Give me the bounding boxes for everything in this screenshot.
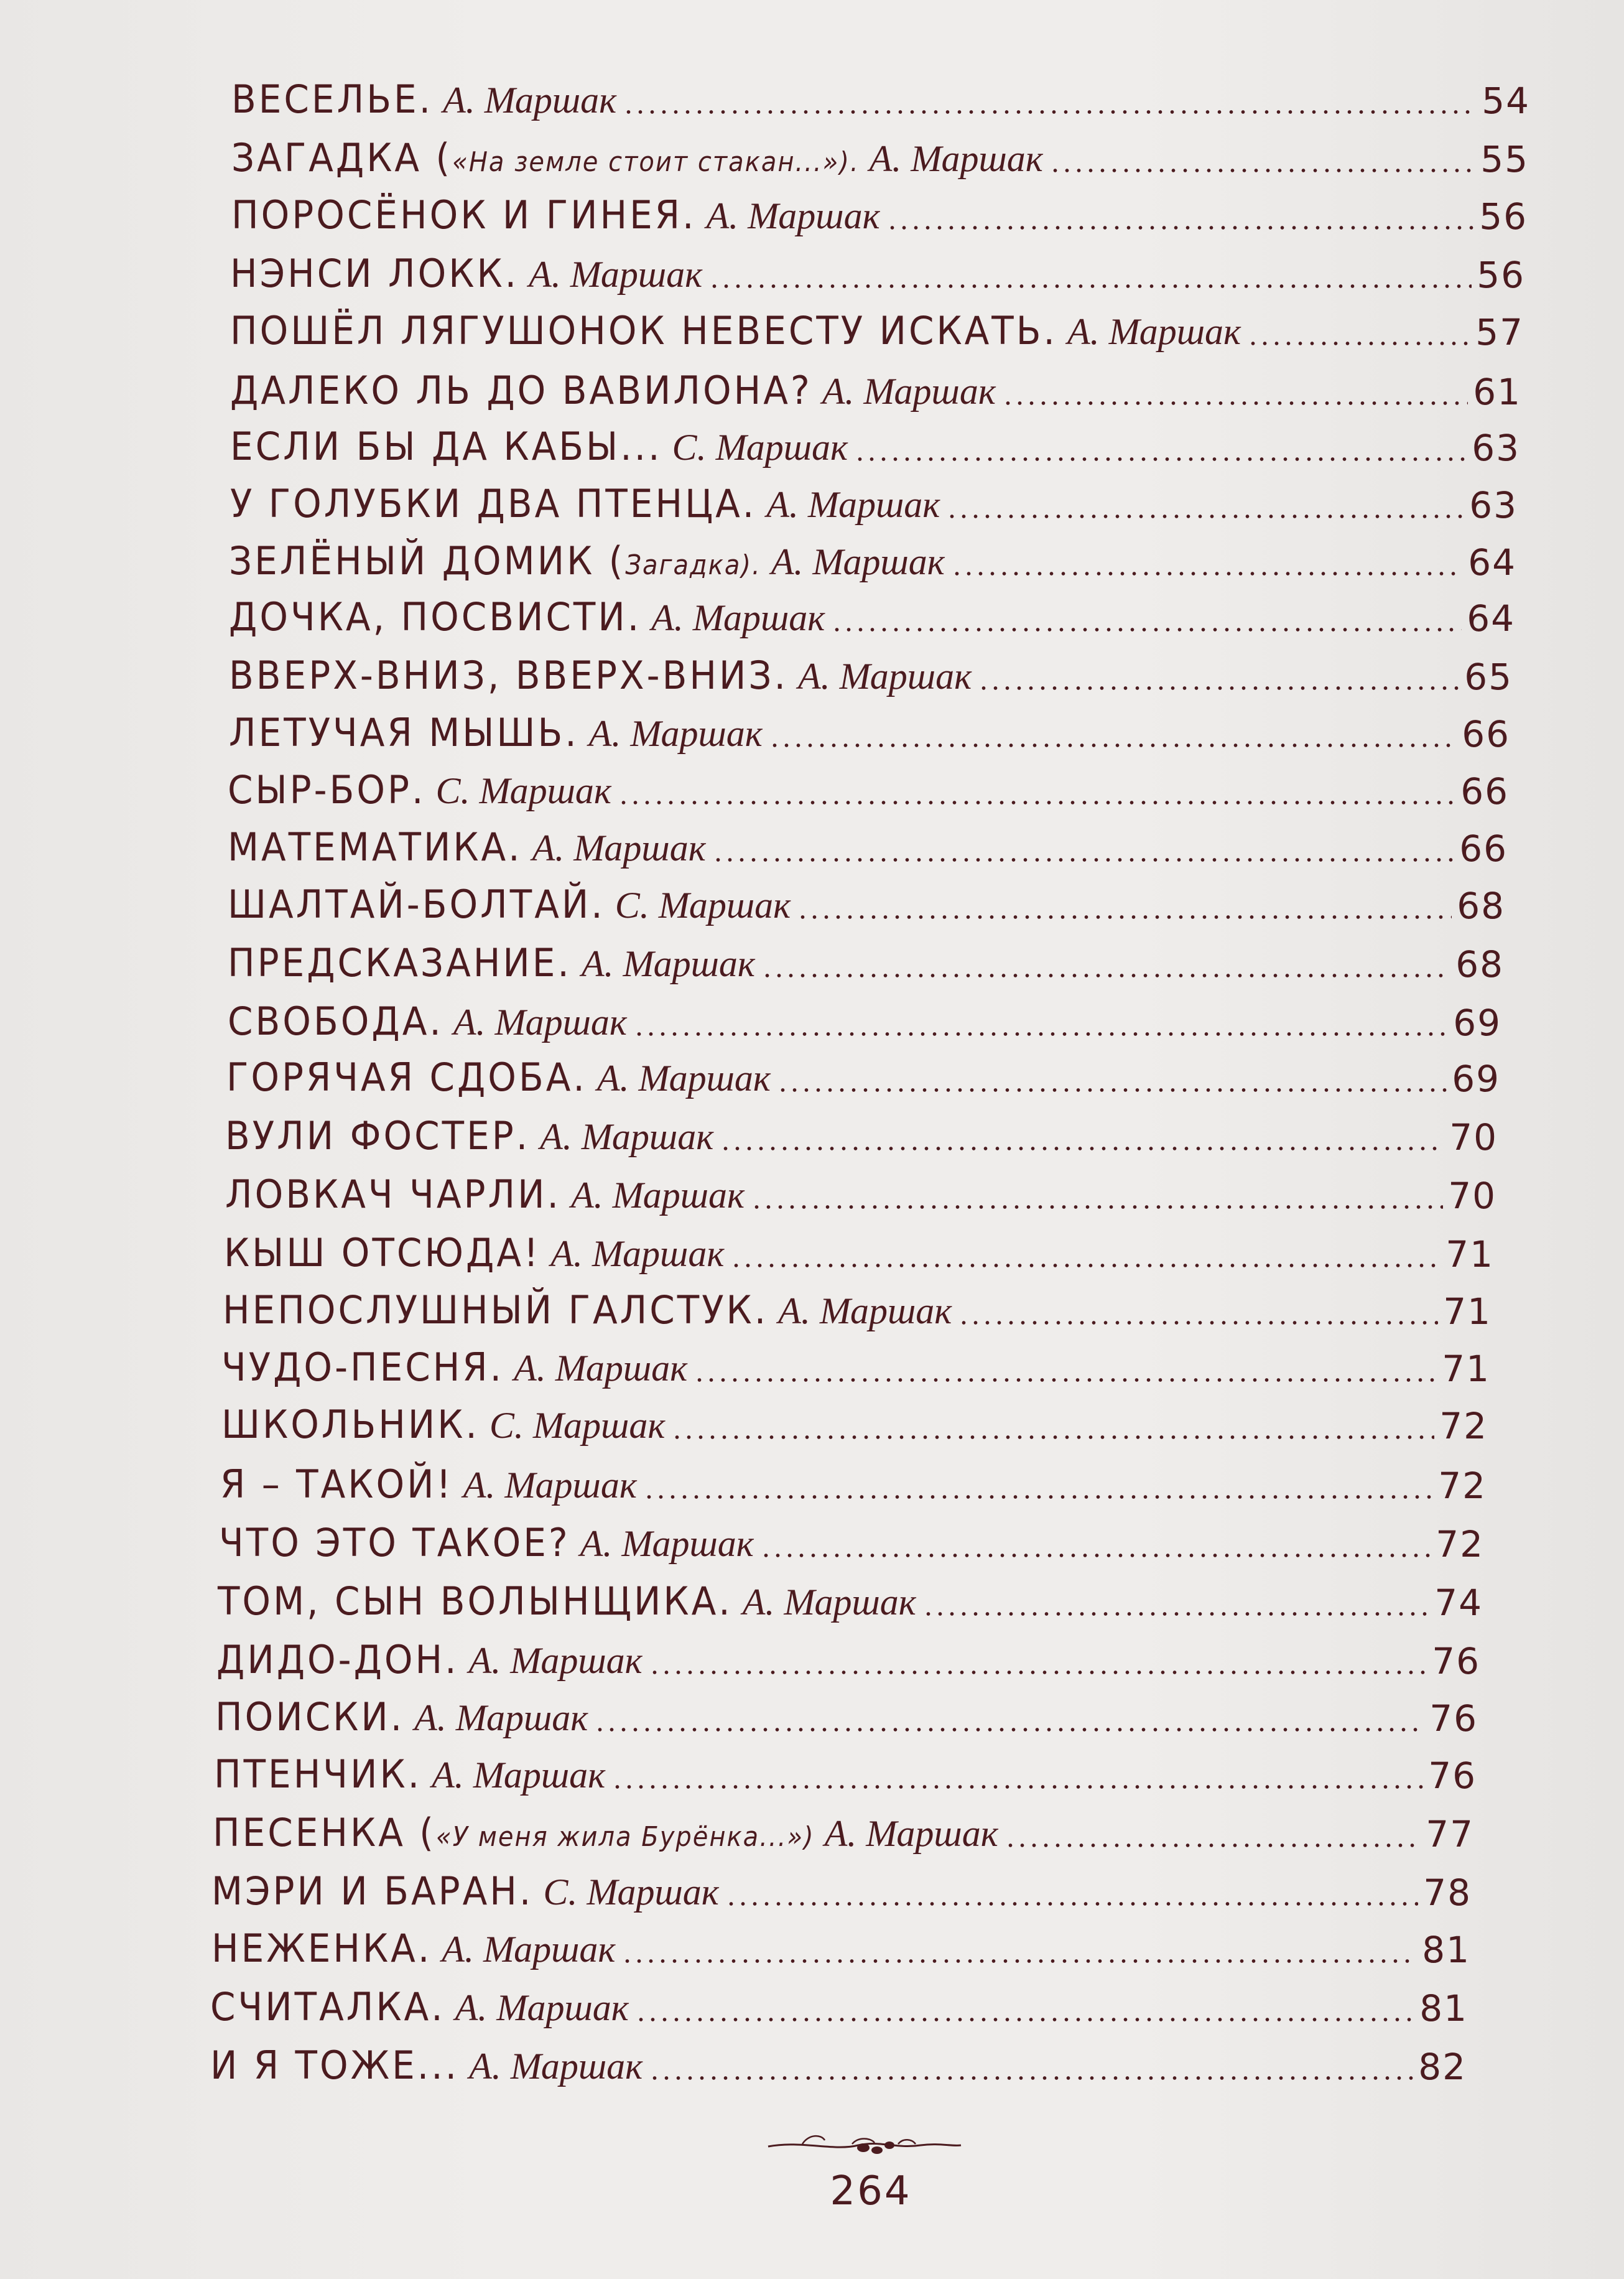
entry-page-number: 78	[1423, 1871, 1472, 1914]
dot-leader	[951, 571, 1463, 576]
entry-subtitle: «На земле стоит стакан...»).	[452, 147, 860, 178]
entry-page-number: 70	[1448, 1175, 1496, 1217]
entry-title	[230, 481, 756, 526]
entry-page-number: 76	[1429, 1697, 1478, 1740]
entry-title	[210, 2043, 459, 2088]
entry-title	[218, 1578, 733, 1624]
entry-author: А. Маршак	[442, 1929, 616, 1970]
entry-title-text: ЛЕТУЧАЯ МЫШЬ.	[229, 709, 579, 755]
entry-author: А. Маршак	[529, 254, 703, 295]
entry-title-text: ЧТО ЭТО ТАКОЕ?	[219, 1519, 570, 1565]
entry-page-number: 66	[1460, 770, 1509, 813]
entry-title-text: СВОБОДА.	[228, 998, 443, 1044]
toc-entry	[218, 1570, 1483, 1624]
toc-entry	[228, 759, 1509, 813]
dot-leader	[854, 457, 1467, 462]
dot-leader	[649, 1670, 1427, 1675]
entry-title-text: ПОИСКИ.	[215, 1694, 405, 1740]
entry-title	[226, 1055, 587, 1100]
entry-title	[231, 192, 697, 238]
dot-leader	[643, 1494, 1433, 1499]
entry-title	[228, 940, 572, 986]
entry-title-text: НЕЖЕНКА.	[211, 1925, 432, 1971]
dot-leader	[886, 225, 1475, 230]
toc-entry	[231, 127, 1529, 180]
entry-author: А. Маршак	[824, 1813, 998, 1854]
entry-title	[215, 1694, 404, 1740]
entry-page-number: 68	[1457, 885, 1505, 927]
entry-title-text: ПОРОСЁНОК И ГИНЕЯ.	[231, 192, 697, 238]
entry-author: А. Маршак	[1067, 311, 1241, 352]
entry-title	[221, 1402, 480, 1447]
dot-leader	[720, 1146, 1444, 1151]
entry-page-number: 57	[1475, 311, 1524, 353]
entry-title	[225, 1113, 530, 1158]
dot-leader	[751, 1205, 1443, 1209]
toc-entry	[228, 932, 1504, 986]
toc-entry	[228, 816, 1508, 870]
dot-leader	[635, 2017, 1414, 2022]
entry-author: С. Маршак	[672, 427, 848, 468]
entry-author: А. Маршак	[532, 827, 706, 869]
entry-title	[228, 824, 522, 870]
entry-page-number: 64	[1468, 541, 1516, 584]
entry-page-number: 71	[1443, 1290, 1492, 1333]
entry-title-text: ПОШЁЛ ЛЯГУШОНОК НЕВЕСТУ ИСКАТЬ.	[230, 307, 1057, 353]
entry-title-text: МЭРИ И БАРАН.	[211, 1868, 534, 1914]
entry-title-text: ДИДО-ДОН.	[216, 1636, 459, 1682]
entry-title-text: ЧУДО-ПЕСНЯ.	[221, 1344, 504, 1390]
entry-title	[228, 999, 443, 1044]
entry-page-number: 55	[1480, 138, 1529, 180]
toc-entry	[220, 1453, 1487, 1507]
entry-page-number: 63	[1472, 427, 1520, 469]
dot-leader	[1247, 341, 1470, 346]
entry-title	[230, 424, 662, 469]
dot-leader	[978, 686, 1459, 691]
toc-entry	[226, 1046, 1500, 1100]
dot-leader	[769, 743, 1457, 748]
entry-page-number: 54	[1482, 80, 1530, 122]
dot-leader	[708, 284, 1472, 289]
entry-title	[229, 710, 579, 755]
entry-page-number: 71	[1445, 1233, 1494, 1275]
entry-author: А. Маршак	[514, 1348, 688, 1389]
page-number: 264	[830, 2168, 912, 2214]
dot-leader	[730, 1263, 1441, 1268]
entry-title	[228, 767, 425, 813]
entry-title-text: ГОРЯЧАЯ СДОБА.	[226, 1054, 587, 1100]
dot-leader	[946, 514, 1464, 519]
entry-title-text: НЕПОСЛУШНЫЙ ГАЛСТУК.	[223, 1287, 769, 1333]
toc-entry	[231, 68, 1530, 122]
entry-author: А. Маршак	[778, 1290, 952, 1331]
entry-author: А. Маршак	[463, 1465, 637, 1506]
entry-title-text: ШКОЛЬНИК.	[221, 1401, 480, 1447]
dot-leader	[649, 2076, 1413, 2081]
entry-title-text: ВЕСЕЛЬЕ.	[231, 76, 434, 122]
dot-leader	[671, 1435, 1434, 1440]
entry-title	[230, 308, 1057, 353]
entry-page-number: 76	[1428, 1755, 1477, 1797]
entry-page-number: 61	[1473, 371, 1521, 413]
toc-entry	[215, 1686, 1478, 1740]
entry-title	[224, 1230, 541, 1275]
entry-author: А. Маршак	[822, 371, 996, 412]
toc-entry	[213, 1802, 1474, 1855]
entry-author: А. Маршак	[766, 484, 940, 525]
toc-entry	[225, 1163, 1496, 1217]
entry-page-number: 71	[1442, 1348, 1490, 1390]
toc-entry	[221, 1336, 1490, 1390]
toc-entry	[229, 586, 1515, 640]
entry-title	[216, 1637, 459, 1682]
toc-entry	[228, 990, 1501, 1044]
toc-entry	[229, 645, 1513, 698]
dot-leader	[611, 1784, 1423, 1789]
entry-title	[211, 1926, 432, 1971]
dot-leader	[712, 857, 1454, 862]
dot-leader	[633, 1032, 1448, 1037]
entry-title	[230, 251, 519, 296]
toc-entry	[228, 874, 1505, 927]
toc-entry	[231, 184, 1528, 238]
entry-author: А. Маршак	[570, 1175, 745, 1216]
entry-title-text: ПРЕДСКАЗАНИЕ.	[228, 939, 572, 986]
entry-page-number: 72	[1439, 1405, 1488, 1447]
entry-title	[214, 1751, 422, 1797]
dot-leader	[594, 1727, 1424, 1732]
entry-title-text: ДАЛЕКО ЛЬ ДО ВАВИЛОНА?	[230, 367, 812, 413]
toc-entry	[224, 1222, 1494, 1275]
dot-leader	[623, 110, 1477, 114]
dot-leader	[1049, 168, 1475, 173]
toc-entry	[230, 360, 1521, 413]
entry-title-text: ЗЕЛЁНЫЙ ДОМИК (	[229, 538, 626, 584]
entry-author: А. Маршак	[453, 1002, 627, 1043]
entry-author: А. Маршак	[742, 1582, 916, 1623]
entry-title-text: МАТЕМАТИКА.	[228, 824, 522, 870]
entry-subtitle: «У меня жила Бурёнка...»)	[435, 1822, 815, 1853]
entry-title-text: ВВЕРХ-ВНИЗ, ВВЕРХ-ВНИЗ.	[229, 652, 788, 698]
entry-title-text: ПЕСЕНКА (	[213, 1809, 436, 1855]
entry-author: А. Маршак	[588, 713, 763, 754]
entry-author: А. Маршак	[651, 597, 825, 638]
entry-title	[229, 594, 641, 640]
toc-entry	[229, 702, 1510, 755]
entry-title-text: ЕСЛИ БЫ ДА КАБЫ...	[230, 423, 662, 469]
entry-title	[223, 1287, 768, 1333]
vine-ornament-icon	[765, 2122, 964, 2165]
entry-author: С. Маршак	[615, 885, 791, 926]
toc-entry	[211, 1918, 1470, 1971]
dot-leader	[831, 627, 1462, 632]
toc-entry	[210, 1976, 1468, 2030]
dot-leader	[1005, 1843, 1421, 1848]
dot-leader	[760, 1553, 1431, 1558]
toc-entry	[223, 1279, 1492, 1333]
dot-leader	[761, 973, 1450, 978]
entry-page-number: 72	[1436, 1523, 1484, 1565]
entry-title-text: И Я ТОЖЕ...	[210, 2042, 460, 2088]
toc-entry	[219, 1512, 1484, 1565]
entry-author: А. Маршак	[455, 1987, 629, 2028]
toc-entry	[211, 1860, 1472, 1914]
entry-author: А. Маршак	[596, 1058, 771, 1099]
toc-entry	[225, 1105, 1498, 1158]
entry-title	[220, 1461, 453, 1507]
entry-title-text: У ГОЛУБКИ ДВА ПТЕНЦА.	[230, 480, 757, 526]
entry-author: А. Маршак	[706, 195, 880, 236]
entry-page-number: 66	[1462, 713, 1510, 755]
entry-subtitle: Загадка).	[625, 550, 761, 581]
dot-leader	[694, 1377, 1437, 1382]
entry-page-number: 81	[1419, 1987, 1468, 2030]
entry-title-text: НЭНСИ ЛОКК.	[230, 250, 519, 296]
entry-page-number: 69	[1453, 1002, 1501, 1044]
dot-leader	[621, 1959, 1417, 1964]
entry-title	[228, 882, 605, 927]
entry-page-number: 72	[1438, 1465, 1487, 1507]
entry-author: С. Маршак	[543, 1871, 719, 1913]
entry-page-number: 56	[1479, 195, 1528, 238]
entry-page-number: 66	[1459, 827, 1508, 870]
entry-page-number: 69	[1452, 1058, 1500, 1100]
entry-title-text: ЛОВКАЧ ЧАРЛИ.	[225, 1171, 561, 1217]
entry-title-text: СЧИТАЛКА.	[210, 1983, 445, 2030]
entry-title-text: ШАЛТАЙ-БОЛТАЙ.	[228, 881, 605, 927]
entry-title	[231, 77, 433, 122]
toc-entry	[230, 300, 1524, 353]
entry-page-number: 77	[1426, 1813, 1474, 1855]
toc-entry	[230, 416, 1520, 469]
toc-entry	[210, 2034, 1467, 2088]
dot-leader	[958, 1320, 1438, 1325]
toc-entry	[230, 243, 1525, 296]
entry-page-number: 70	[1449, 1116, 1498, 1158]
entry-page-number: 74	[1434, 1582, 1483, 1624]
entry-page-number: 65	[1464, 656, 1513, 698]
entry-title-text: КЫШ ОТСЮДА!	[224, 1229, 541, 1275]
entry-author: А. Маршак	[443, 80, 617, 121]
entry-author: А. Маршак	[581, 943, 755, 984]
entry-title	[213, 1810, 815, 1855]
dot-leader	[1002, 401, 1468, 406]
toc-entry	[216, 1629, 1480, 1682]
entry-page-number: 56	[1477, 254, 1525, 296]
entry-author: А. Маршак	[468, 1640, 643, 1681]
toc-entry	[230, 473, 1518, 526]
dot-leader	[618, 800, 1455, 805]
entry-page-number: 64	[1467, 597, 1515, 640]
entry-page-number: 82	[1418, 2046, 1467, 2088]
toc-entry	[221, 1394, 1488, 1447]
entry-author: С. Маршак	[489, 1405, 666, 1446]
entry-page-number: 76	[1432, 1640, 1480, 1682]
entry-page-number: 68	[1455, 943, 1504, 986]
entry-author: А. Маршак	[469, 2046, 643, 2087]
entry-author: А. Маршак	[580, 1523, 754, 1564]
entry-title-text: Я – ТАКОЙ!	[220, 1461, 453, 1507]
entry-title	[229, 538, 761, 584]
entry-title	[221, 1345, 504, 1390]
entry-title-text: ЗАГАДКА (	[231, 134, 453, 180]
entry-page-number: 81	[1422, 1929, 1470, 1971]
entry-title-text: ТОМ, СЫН ВОЛЫНЩИКА.	[218, 1578, 733, 1624]
entry-author: А. Маршак	[414, 1697, 588, 1738]
entry-title	[219, 1520, 570, 1565]
entry-title	[211, 1868, 533, 1914]
entry-title	[225, 1172, 561, 1217]
toc-entry	[229, 530, 1516, 584]
dot-leader	[725, 1901, 1418, 1906]
entry-title	[210, 1984, 445, 2030]
entry-author: А. Маршак	[798, 656, 972, 697]
entry-page-number: 63	[1469, 484, 1518, 526]
dot-leader	[922, 1611, 1429, 1616]
entry-author: А. Маршак	[869, 138, 1043, 179]
toc-entry	[214, 1743, 1477, 1797]
entry-title-text: ДОЧКА, ПОСВИСТИ.	[229, 594, 642, 640]
entry-author: С. Маршак	[435, 770, 611, 811]
entry-title	[229, 653, 788, 698]
entry-title-text: ПТЕНЧИК.	[214, 1751, 422, 1797]
entry-author: А. Маршак	[432, 1755, 606, 1796]
dot-leader	[797, 915, 1452, 920]
entry-title-text: СЫР-БОР.	[228, 767, 426, 813]
dot-leader	[777, 1088, 1447, 1093]
entry-author: А. Маршак	[550, 1233, 725, 1274]
entry-title	[230, 368, 812, 413]
entry-title-text: ВУЛИ ФОСТЕР.	[225, 1112, 531, 1158]
entry-title	[231, 135, 860, 180]
entry-author: А. Маршак	[771, 541, 945, 582]
entry-author: А. Маршак	[540, 1116, 714, 1157]
